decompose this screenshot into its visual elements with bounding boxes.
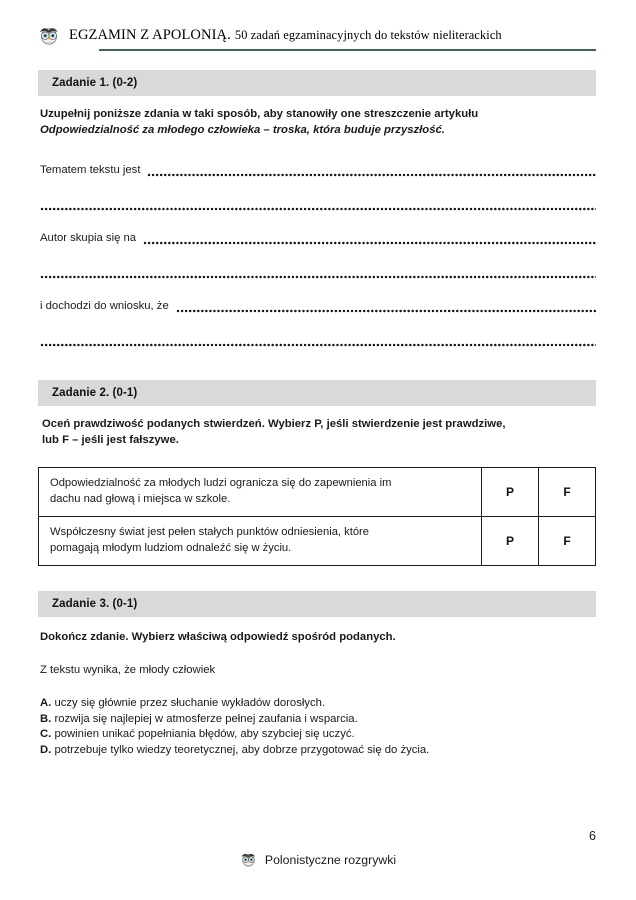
answer-line-4-dots[interactable] — [40, 270, 596, 279]
header-divider — [99, 49, 596, 51]
statement-text — [39, 468, 481, 516]
task-banner-2-label: Zadanie 2. (0-1) — [52, 387, 138, 399]
footer-brand-text: Polonistyczne rozgrywki — [264, 852, 397, 867]
answer-line-5[interactable] — [40, 297, 596, 313]
answer-option-b[interactable] — [40, 712, 596, 728]
answer-option-b-letter: B. — [40, 712, 52, 725]
answer-options-list — [40, 696, 596, 758]
answer-line-6[interactable] — [40, 331, 596, 347]
task-3-instruction: Dokończ zdanie. Wybierz właściwą odpowiedź spośród podanych. — [40, 631, 396, 643]
task-banner-3-label: Zadanie 3. (0-1) — [52, 598, 138, 610]
footer-brand — [0, 852, 636, 867]
task-banner-2 — [38, 380, 596, 406]
option-true-cell[interactable]: P — [482, 517, 539, 566]
answer-line-6-dots[interactable] — [40, 338, 596, 347]
answer-line-3-prompt: Autor skupia się na — [40, 232, 137, 244]
task-banner-1 — [38, 70, 596, 96]
answer-option-c[interactable] — [40, 727, 596, 743]
header-title — [69, 26, 502, 44]
answer-line-3[interactable] — [40, 229, 596, 245]
statement-line-1: Współczesny świat jest pełen stałych punktów odniesienia, które — [50, 526, 370, 538]
answer-line-5-dots[interactable] — [176, 304, 596, 313]
header-title-rest: 50 zadań egzaminacyjnych do tekstów nieliterackich — [234, 28, 502, 42]
answer-option-a-text: uczy się głównie przez słuchanie wykładów dorosłych. — [54, 697, 326, 709]
owl-icon — [240, 852, 257, 867]
answer-option-d-text: potrzebuje tylko wiedzy teoretycznej, aby dobrze przygotować się do życia. — [54, 743, 430, 756]
table-row — [39, 517, 596, 566]
task-banner-3 — [38, 591, 596, 617]
header-title-lead: EGZAMIN Z APOLONIĄ. — [69, 27, 231, 43]
answer-line-2-dots[interactable] — [40, 202, 596, 211]
statement-line-2: pomagają młodym ludziom odnaleźć się w życiu. — [50, 541, 292, 554]
statement-cell — [39, 517, 482, 566]
page-header — [38, 24, 596, 46]
true-false-table — [38, 467, 596, 566]
option-false-cell[interactable]: F — [539, 517, 596, 566]
task-2-instruction-line-1: Oceń prawdziwość podanych stwierdzeń. Wybierz P, jeśli stwierdzenie jest prawdziwe, — [42, 418, 506, 430]
answer-line-2[interactable] — [40, 195, 596, 211]
task-3-stem: Z tekstu wynika, że młody człowiek — [40, 664, 216, 676]
task-1-instruction-line-2: Odpowiedzialność za młodego człowieka – troska, która buduje przyszłość. — [40, 124, 445, 136]
statement-cell — [39, 468, 482, 517]
answer-option-b-text: rozwija się najlepiej w atmosferze pełnej zaufania i wsparcia. — [54, 712, 358, 725]
table-row — [39, 468, 596, 517]
statement-line-2: dachu nad głową i miejsca w szkole. — [50, 492, 231, 505]
owl-icon — [38, 26, 60, 45]
answer-line-5-prompt: i dochodzi do wniosku, że — [40, 300, 169, 312]
answer-line-3-dots[interactable] — [143, 236, 596, 245]
answer-option-a-letter: A. — [40, 697, 52, 709]
answer-option-a[interactable] — [40, 696, 596, 712]
header-row — [38, 24, 596, 46]
answer-option-c-text: powinien unikać popełniania błędów, aby szybciej się uczyć. — [54, 728, 355, 741]
statement-text — [39, 517, 481, 565]
answer-line-1[interactable] — [40, 161, 596, 177]
task-2-instruction-line-2: lub F – jeśli jest fałszywe. — [42, 434, 179, 446]
task-banner-1-label: Zadanie 1. (0-2) — [52, 77, 138, 89]
answer-option-d[interactable] — [40, 743, 596, 759]
option-true-cell[interactable]: P — [482, 468, 539, 517]
answer-option-c-letter: C. — [40, 728, 52, 741]
answer-line-1-prompt: Tematem tekstu jest — [40, 164, 141, 176]
page-number: 6 — [589, 829, 596, 843]
task-1-instruction-line-1: Uzupełnij poniższe zdania w taki sposób, aby stanowiły one streszczenie artykułu — [40, 108, 479, 120]
statement-line-1: Odpowiedzialność za młodych ludzi ogranicza się do zapewnienia im — [50, 477, 392, 489]
answer-option-d-letter: D. — [40, 743, 52, 756]
answer-line-4[interactable] — [40, 263, 596, 279]
option-false-cell[interactable]: F — [539, 468, 596, 517]
answer-line-1-dots[interactable] — [147, 168, 596, 177]
